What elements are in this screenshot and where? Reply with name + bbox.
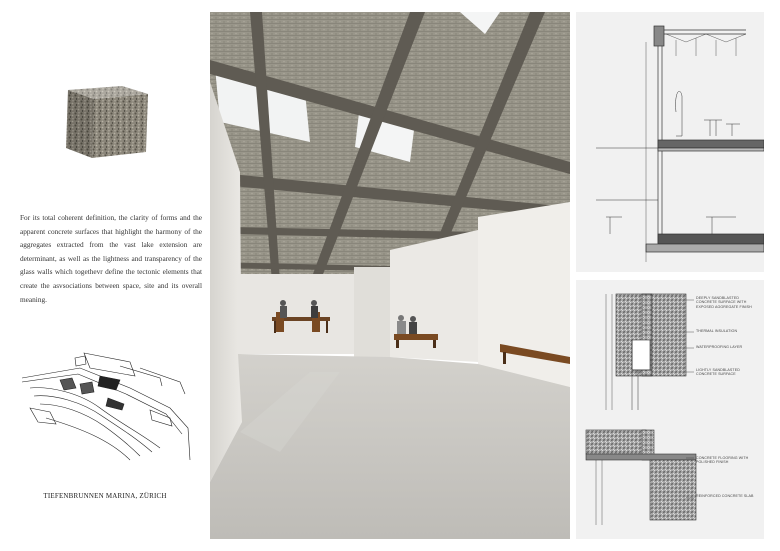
section-note: WATERPROOFING LAYER bbox=[696, 345, 743, 349]
section-drawing-detail bbox=[576, 280, 764, 539]
section-note: CONCRETE FLOORING WITH POLISHED FINISH bbox=[696, 456, 749, 465]
section-drawing-top bbox=[576, 12, 764, 272]
interior-render bbox=[210, 12, 570, 539]
section-note: THERMAL INSULATION bbox=[696, 329, 738, 333]
project-description: For its total coherent definition, the clarity of forms and the apparent concrete surfaces that highlight the harmony of the aggregates extracted from the vast lake extension are determinant, as well as the lightness and transparency of the glass walls which togethevr define the tectonic elements that create the asvsociations between space, site and its overall meaning. bbox=[20, 213, 202, 304]
section-note: LIGHTLY SANDBLASTED CONCRETE SURFACE bbox=[696, 368, 740, 377]
project-caption: TIEFENBRUNNEN MARINA, ZÜRICH bbox=[43, 492, 167, 500]
section-note: DEEPLY SANDBLASTED CONCRETE SURFACE WITH EXPOSED AGGREGATE FINISH bbox=[696, 296, 752, 309]
concrete-cube-sample bbox=[62, 82, 154, 162]
section-note: REINFORCED CONCRETE SLAB bbox=[696, 494, 754, 498]
site-plan-drawing bbox=[20, 348, 192, 466]
